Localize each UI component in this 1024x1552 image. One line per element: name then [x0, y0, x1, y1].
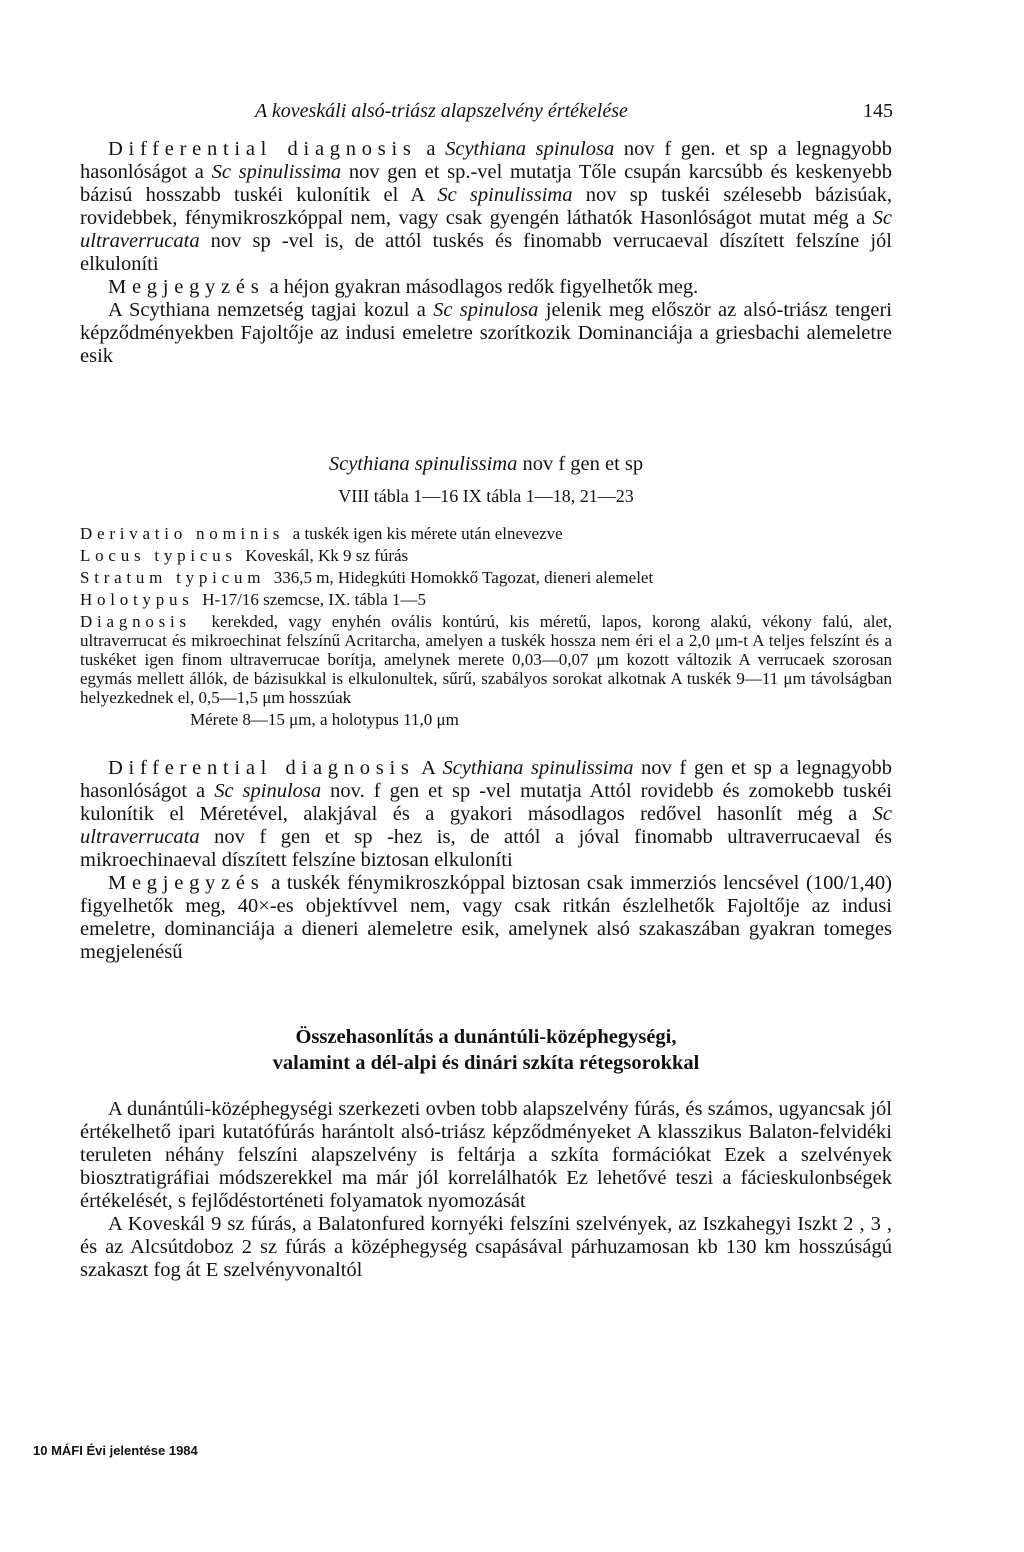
body-text: [80, 138, 892, 368]
taxon-name: Sc spinulissima: [211, 161, 342, 183]
field-size: Mérete 8—15 μm, a holotypus 11,0 μm: [190, 710, 459, 729]
section-heading-line-2: valamint a dél-alpi és dinári szkíta rétegsorokkal: [272, 1052, 700, 1074]
spaced-heading: Megjegyzés: [108, 276, 265, 298]
spaced-heading: Differential diagnosis: [108, 138, 417, 160]
paragraph-megjegyzes-2: Megjegyzés a tuskék fénymikroszkóppal biztosan csak immerziós lencsével (100/1,40) figyelhetők meg, 40×-es objektívvel nem, vagy csak ritkán észlelhetők Fajoltője az indusi emeletre, dominanciája a dieneri alemeletre esik, amelynek alsó szakaszában gyakran tomeges megjelenésű: [80, 872, 892, 963]
field-diagnosis: Diagnosis kerekded, vagy enyhén ovális kontúrú, kis méretű, lapos, korong alakú, vékony falú, alet, ultraverrucat és mikroechinat felszínű Acritarcha, amelyen a tuskék hossza nem éri el a 2,0 μm-t A teljes felszínt és a tuskéket igen finom ultraverrucae borítja, amelynek merete 0,03—0,07 μm kozott változik A verrucaek szorosan egymás mellett állók, de bázisukkal is elkulonultek, sűrű, szabályos sorokat alkotnak A tuskék 9—11 μm távolságban helyezkednek el, 0,5—1,5 μm hosszúak: [80, 612, 892, 707]
paragraph-differential-diagnosis-1: Differential diagnosis a Scythiana spinulosa nov f gen. et sp a legnagyobb hasonlóságot a Sc spinulissima nov gen et sp.-vel mutatja Tőle csupán karcsúbb és keskenyebb bázisú hosszabb tuskéi kulonítik el A Sc spinulissima nov sp tuskéi szélesebb bázisúak, rovidebbek, fénymikroszkóppal nem, vagy csak gyengén láthatók Hasonlóságot mutat még a Sc ultraverrucata nov sp -vel is, de attól tuskés és finomabb verrucaeval díszített felszíne jól elkuloníti: [80, 138, 893, 275]
paragraph-differential-diagnosis-2: Differential diagnosis A Scythiana spinulissima nov f gen et sp a legnagyobb hasonlóságot a Sc spinulosa nov. f gen et sp -vel mutatja Attól rovidebb és zomokebb tuskéi kulonítik el Méretével, alakjával és a gyakori másodlagos redővel hasonlít még a Sc ultraverrucata nov f gen et sp -hez is, de attól a jóval finomabb ultraverrucaeval és mikroechinaeval díszített felszíne biztosan elkuloníti: [80, 757, 893, 871]
page-number: 145: [863, 100, 893, 122]
paragraph-megjegyzes-1: Megjegyzés a héjon gyakran másodlagos redők figyelhetők meg.: [108, 276, 699, 298]
section-heading-line-1: Összehasonlítás a dunántúli-középhegységi,: [295, 1026, 677, 1048]
field-locus: Locus typicus Koveskál, Kk 9 sz fúrás: [80, 546, 409, 565]
spaced-heading: Megjegyzés: [108, 872, 265, 894]
paragraph-genus-note: A Scythiana nemzetség tagjai kozul a Sc spinulosa jelenik meg először az alsó-triász tengeri képződményekben Fajoltője az indusi emeletre szorítkozik Dominanciája a griesbachi alemeletre esik: [80, 299, 892, 367]
taxon-name: Sc spinulosa: [214, 780, 322, 802]
running-header: [80, 100, 892, 130]
species-fields: [80, 524, 892, 729]
taxon-name: Scythiana spinulissima: [442, 757, 634, 779]
field-stratum: Stratum typicum 336,5 m, Hidegkúti Homokkő Tagozat, dieneri alemelet: [80, 568, 654, 587]
section-heading: [80, 1024, 892, 1076]
spaced-heading: Differential diagnosis: [108, 757, 415, 779]
taxon-name: Sc ultraverrucata: [80, 207, 892, 252]
body-text-3: [80, 1098, 892, 1282]
paragraph-comparison-2: A Koveskál 9 sz fúrás, a Balatonfured kornyéki felszíni szelvények, az Iszkahegyi Iszkt 2 , 3 , és az Alcsútdoboz 2 sz fúrás a középhegység csapásával párhuzamosan kb 130 km hosszúságú szakaszt fog át E szelvényvonaltól: [80, 1213, 892, 1281]
taxon-name: Sc ultraverrucata: [80, 803, 892, 848]
document-page: [80, 100, 892, 1282]
taxon-name: Scythiana spinulosa: [445, 138, 615, 160]
taxon-name: Sc spinulissima: [437, 184, 573, 206]
paragraph-comparison-1: A dunántúli-középhegységi szerkezeti ovben tobb alapszelvény fúrás, és számos, ugyancsak jól értékelhető ipari kutatófúrás harántolt alsó-triász képződményeket A klasszikus Balaton-felvidéki teruleten néhány felszíni alapszelvény is feltárja a szkíta formációkat Ezek a szelvények biosztratigráfiai módszerekkel ma már jól korrelálhatók Ez lehetővé teszi a fácieskulonbségek értékelését, s fejlődéstorténeti folyamatok nyomozását: [80, 1098, 892, 1212]
field-derivatio: Derivatio nominis a tuskék igen kis mérete után elnevezve: [80, 524, 563, 543]
body-text-2: [80, 757, 892, 964]
plate-reference: VIII tábla 1—16 IX tábla 1—18, 21—23: [338, 486, 634, 506]
species-heading: Scythiana spinulissima nov f gen et sp: [328, 453, 644, 475]
running-title: A koveskáli alsó-triász alapszelvény értékelése: [255, 100, 628, 122]
page-footer: 10 MÁFI Évi jelentése 1984: [33, 1443, 198, 1458]
field-holotypus: Holotypus H-17/16 szemcse, IX. tábla 1—5: [80, 590, 426, 609]
taxon-name: Sc spinulosa: [433, 299, 539, 321]
species-name: Scythiana spinulissima: [328, 453, 518, 475]
